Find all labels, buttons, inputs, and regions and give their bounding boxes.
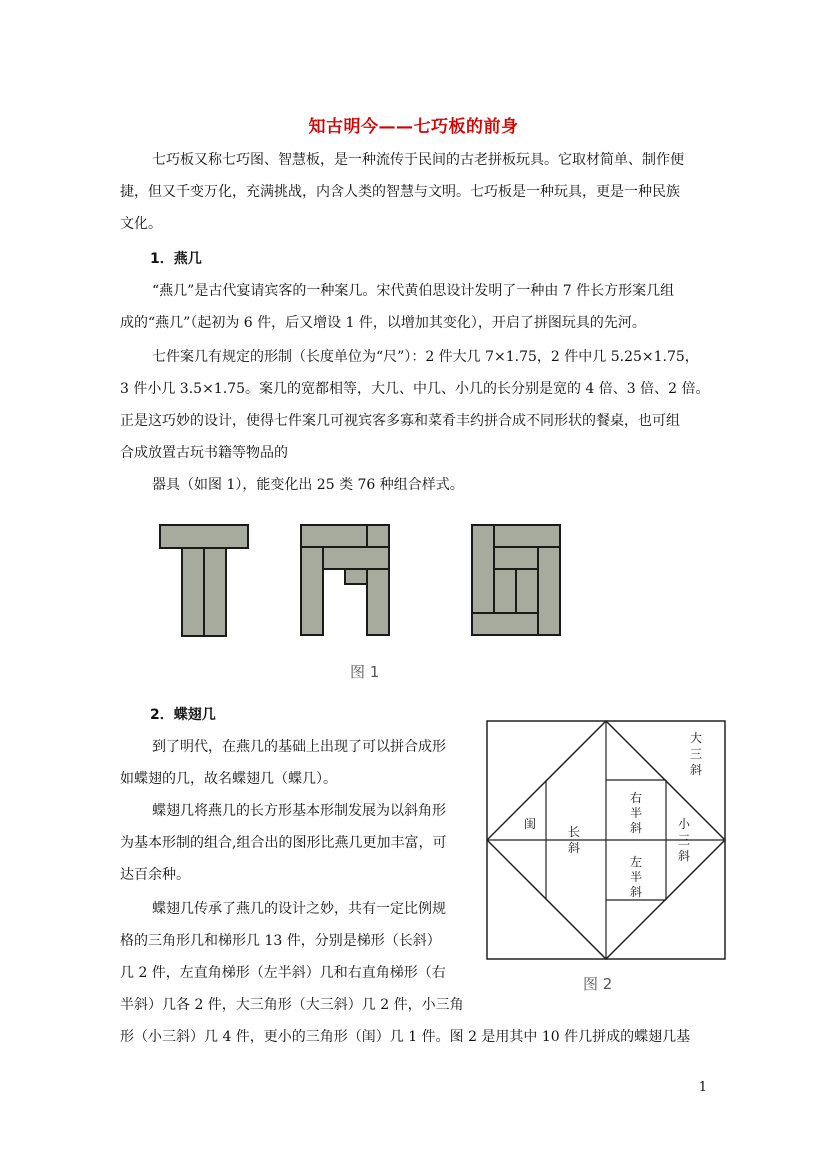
intro-line: 文化。 (120, 216, 162, 232)
paragraph-line: 如蝶翅的几，故名蝶翅几（蝶几）。 (120, 771, 337, 787)
intro-line: 七巧板又称七巧图、智慧板，是一种流传于民间的古老拼板玩具。它取材简单、制作便 (152, 152, 684, 168)
section-heading: 1．燕几 (150, 251, 202, 267)
label-right-half: 斜 (629, 821, 643, 835)
paragraph-line: 几 2 件，左直角梯形（左半斜）几和右直角梯形（右 (120, 965, 446, 981)
paragraph-line: 蝶翅几将燕几的长方形基本形制发展为以斜角形 (152, 803, 446, 819)
paragraph-line: 3 件小几 3.5×1.75。案几的宽都相等，大几、中几、小几的长分别是宽的 4 倍、3 倍、2 倍。 (120, 381, 710, 397)
paragraph-line: 达百余种。 (120, 867, 190, 883)
label-left-half: 斜 (629, 885, 643, 899)
figure-1-t-shape (160, 525, 248, 636)
section-heading: 2．蝶翅几 (150, 707, 216, 723)
paragraph-line: “燕几”是古代宴请宾客的一种案几。宋代黄伯思设计发明了一种由 7 件长方形案几组 (152, 283, 675, 299)
label-small: 三 (677, 833, 691, 847)
label-right-half: 右 (629, 791, 643, 805)
paragraph-line: 形（小三斜）几 4 件，更小的三角形（闺）几 1 件。图 2 是用其中 10 件几拼成的蝶翅几基 (120, 1029, 691, 1045)
figure-1 (0, 515, 827, 675)
paragraph-line: 蝶翅几传承了燕几的设计之妙，共有一定比例规 (152, 901, 446, 917)
label-left-half: 半 (629, 870, 643, 884)
figure-1-square-shape (472, 525, 560, 635)
paragraph-line: 器具（如图 1），能变化出 25 类 76 种组合样式。 (152, 477, 464, 493)
label-big: 三 (689, 747, 703, 761)
label-long: 长 (567, 825, 581, 839)
label-small: 斜 (677, 849, 691, 863)
paragraph-line: 七件案几有规定的形制（长度单位为“尺”）：2 件大几 7×1.75，2 件中几 5.25×1.75， (152, 349, 699, 365)
intro-line: 捷，但又千变万化，充满挑战，内含人类的智慧与文明。七巧板是一种玩具，更是一种民族 (120, 184, 680, 200)
paragraph-line: 正是这巧妙的设计，使得七件案几可视宾客多寡和菜肴丰约拼合成不同形状的餐桌，也可组 (120, 413, 680, 429)
paragraph-line: 半斜）几各 2 件，大三角形（大三斜）几 2 件，小三角 (120, 997, 464, 1013)
figure-1-caption: 图 1 (350, 663, 380, 681)
page-number: 1 (698, 1080, 707, 1095)
paragraph-line: 到了明代，在燕几的基础上出现了可以拼合成形 (152, 739, 446, 755)
label-long: 斜 (567, 841, 581, 855)
page-title: 知古明今——七巧板的前身 (308, 117, 519, 137)
paragraph-line: 合成放置古玩书籍等物品的 (120, 445, 288, 461)
label-right-half: 半 (629, 806, 643, 820)
paragraph-line: 成的“燕几”（起初为 6 件，后又增设 1 件，以增加其变化），开启了拼图玩具的先河。 (120, 315, 646, 331)
figure-1-arch-shape (301, 525, 389, 635)
label-left-half: 左 (629, 855, 643, 869)
label-small: 小 (677, 817, 691, 831)
paragraph-line: 格的三角形几和梯形几 13 件，分别是梯形（长斜） (120, 933, 441, 949)
figure-2 (486, 720, 726, 960)
figure-2-caption: 图 2 (583, 975, 613, 993)
paragraph-line: 为基本形制的组合,组合出的图形比燕几更加丰富，可 (120, 835, 447, 851)
label-big: 斜 (689, 763, 703, 777)
label-gui: 闺 (523, 817, 537, 831)
label-big: 大 (689, 731, 703, 745)
